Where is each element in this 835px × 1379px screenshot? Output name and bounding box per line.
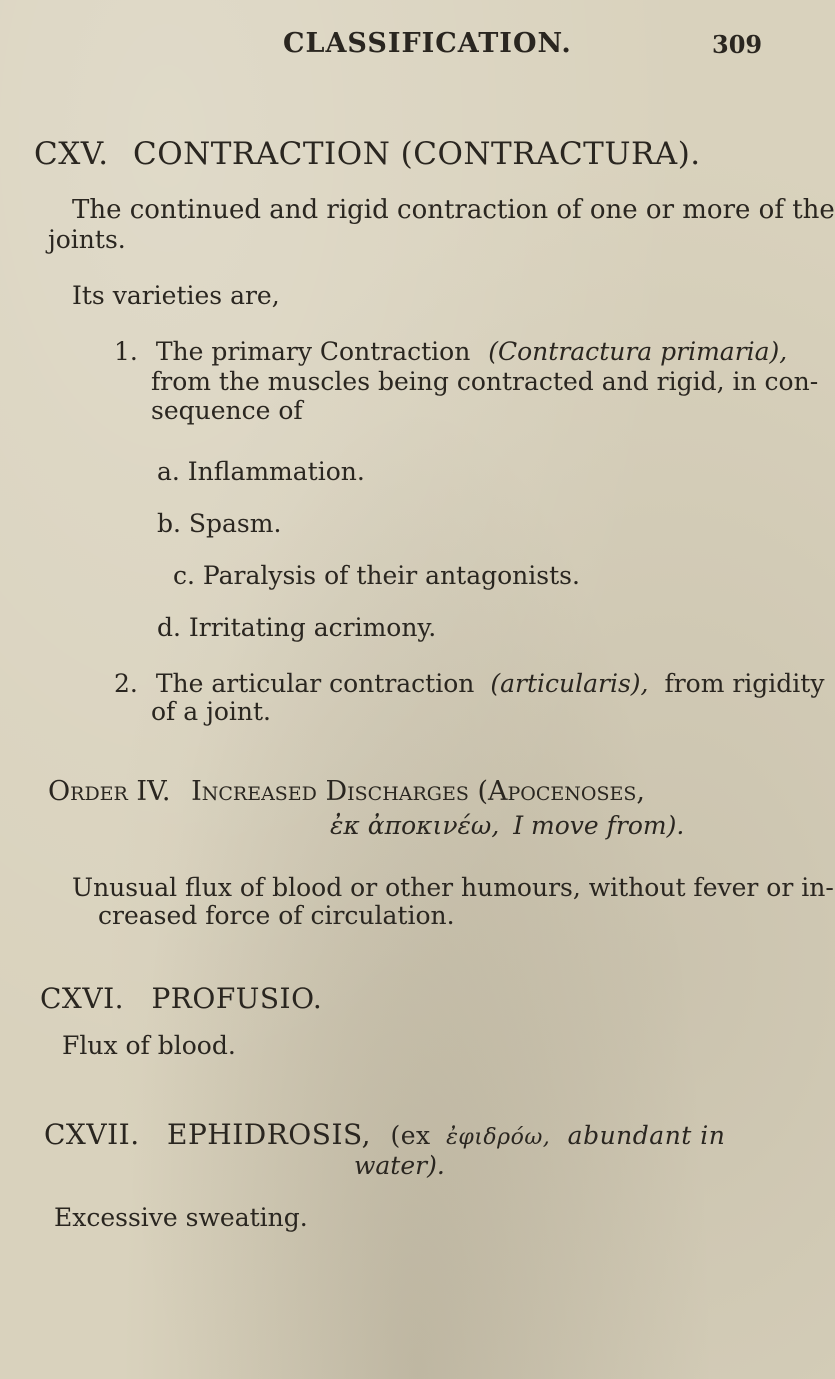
order-heading: [48, 778, 645, 806]
etymology-gloss: abundant in: [567, 1121, 726, 1150]
etymology-open: (ex: [390, 1121, 431, 1150]
order-etymology: [330, 812, 684, 840]
greek-word: ἐφιδρόω,: [446, 1125, 551, 1150]
variety-2-line: [114, 670, 824, 698]
definition-line: joints.: [48, 225, 126, 254]
variety-number: 1.: [114, 337, 138, 366]
sub-item-d: d. Irritating acrimony.: [157, 613, 437, 642]
page-number: 309: [712, 30, 763, 59]
variety-number: 2.: [114, 669, 138, 698]
section-number: CXVI.: [40, 982, 125, 1015]
definition-line: Flux of blood.: [62, 1031, 236, 1060]
varieties-intro: Its varieties are,: [72, 281, 280, 310]
etymology-gloss: I move from).: [513, 811, 685, 840]
section-title: CONTRACTION (CONTRACTURA).: [132, 136, 701, 172]
section-title: PROFUSIO.: [151, 982, 323, 1015]
section-cxvii-heading: [44, 1118, 725, 1152]
definition-line: Unusual flux of blood or other humours, without fever or in-: [72, 873, 834, 902]
definition-line: The continued and rigid contraction of one or more of the: [72, 195, 835, 225]
variety-1-line: sequence of: [151, 396, 303, 425]
variety-2-line: of a joint.: [151, 697, 271, 726]
sub-item-a: a. Inflammation.: [157, 457, 365, 486]
variety-text: The articular contraction: [155, 669, 475, 698]
section-number: CXV.: [34, 136, 109, 172]
variety-text: from rigidity: [664, 669, 825, 698]
section-number: CXVII.: [44, 1118, 140, 1151]
etymology-gloss-cont: water).: [354, 1151, 445, 1180]
sub-item-b: b. Spasm.: [157, 509, 282, 538]
greek-word: ἐκ ἀποκινέω,: [330, 811, 500, 840]
variety-latin: (Contractura primaria),: [488, 337, 788, 366]
definition-line: Excessive sweating.: [54, 1203, 308, 1232]
order-label: Order IV.: [48, 776, 171, 807]
variety-1-line: from the muscles being contracted and rigid, in con-: [151, 367, 819, 396]
variety-1-line: [114, 338, 787, 366]
section-cxvi-heading: [40, 982, 322, 1015]
sub-item-c: c. Paralysis of their antagonists.: [173, 561, 580, 590]
section-title: EPHIDROSIS,: [167, 1118, 372, 1151]
variety-latin: (articularis),: [490, 669, 649, 698]
section-cxv-heading: [34, 136, 701, 172]
running-title: CLASSIFICATION.: [283, 28, 572, 59]
order-title: Increased Discharges (Apocenoses,: [191, 776, 645, 807]
variety-text: The primary Contraction: [155, 337, 471, 366]
definition-line: creased force of circulation.: [98, 901, 455, 930]
